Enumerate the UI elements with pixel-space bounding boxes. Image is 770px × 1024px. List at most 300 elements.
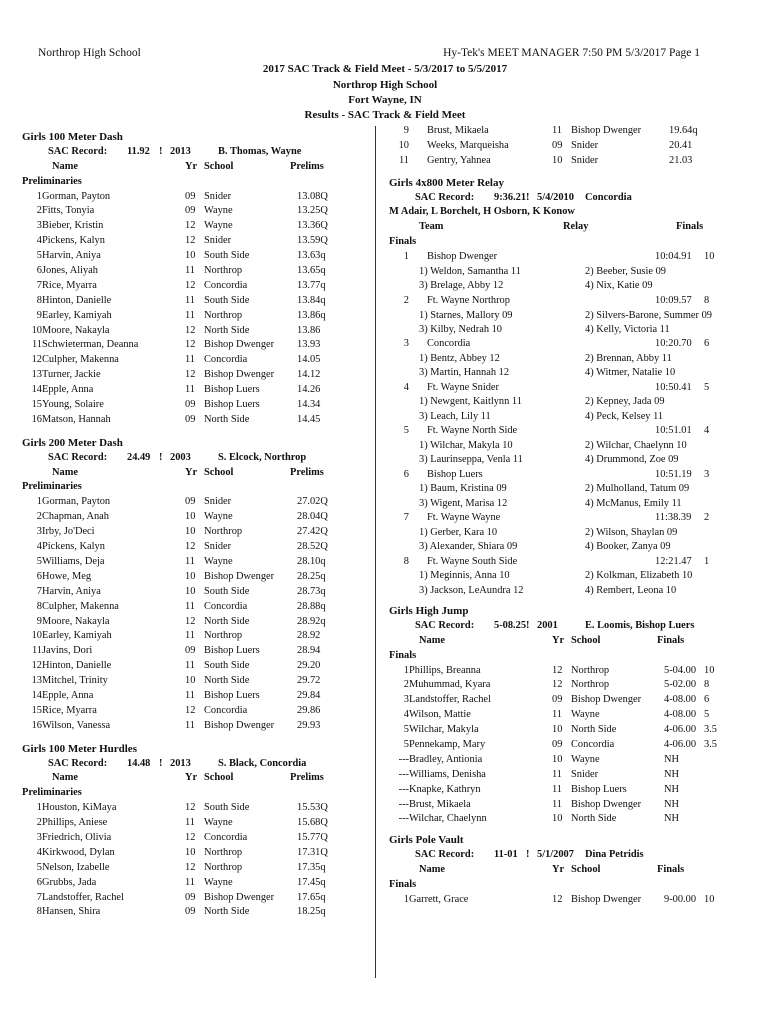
place: 4 <box>403 381 409 393</box>
athlete-name: Houston, KiMaya <box>42 802 117 814</box>
athlete-year: 12 <box>185 235 196 247</box>
mark: 9-00.00 <box>664 893 697 905</box>
result-row <box>22 324 352 339</box>
record-mark: 5-08.25 <box>494 619 527 631</box>
athlete-year: 10 <box>185 570 196 582</box>
record-flag: ! <box>159 451 163 463</box>
relay-leg: 2) Brennan, Abby 11 <box>585 352 672 364</box>
points: 8 <box>704 679 710 691</box>
athlete-name: Culpher, Makenna <box>42 600 119 612</box>
school-name: North Side <box>204 324 250 336</box>
athlete-name: Wilchar, Makyla <box>409 724 479 736</box>
mark: 13.84q <box>297 294 326 306</box>
place: 11 <box>31 339 42 351</box>
result-row <box>22 495 352 510</box>
school-name: Wayne <box>204 220 233 232</box>
result-row <box>22 615 352 630</box>
school-name: Snider <box>571 154 599 166</box>
record-year: 5/4/2010 <box>537 191 574 203</box>
athlete-name: Phillips, Aniese <box>42 817 108 829</box>
place: 13 <box>31 369 42 381</box>
place: 7 <box>403 512 409 524</box>
athlete-name: Harvin, Aniya <box>42 585 101 597</box>
school-name: North Side <box>204 906 250 918</box>
place: 10 <box>31 630 42 642</box>
section-label-text: Preliminaries <box>22 481 82 493</box>
school-name: North Side <box>204 615 250 627</box>
relay-leg: 3) Alexander, Shiara 09 <box>419 541 518 553</box>
result-row <box>22 704 352 719</box>
relay-leg: 3) Laurinseppa, Venla 11 <box>419 454 523 466</box>
school-name: Bishop Dwenger <box>204 369 275 381</box>
team-name: Bishop Luers <box>427 468 483 480</box>
athlete-name: Wilson, Vanessa <box>42 719 111 731</box>
school-name: Concordia <box>204 279 248 291</box>
column-header <box>389 863 729 878</box>
mark: 28.92 <box>297 630 321 642</box>
athlete-name: Bradley, Antionia <box>409 753 483 765</box>
right-column <box>389 124 729 908</box>
athlete-year: 11 <box>552 783 563 795</box>
place: 5 <box>403 739 409 751</box>
mark: 13.65q <box>297 265 326 277</box>
relay-legs-row <box>389 584 729 598</box>
points: 5 <box>704 381 710 393</box>
section-label-text: Finals <box>389 649 417 661</box>
relay-leg: 3) Brelage, Abby 12 <box>419 280 504 292</box>
relay-leg: 4) Peck, Kelsey 11 <box>585 410 664 422</box>
relay-legs-row <box>389 453 729 467</box>
place: 9 <box>403 125 409 136</box>
relay-leg: 1) Weldon, Samantha 11 <box>419 266 521 278</box>
place: 15 <box>31 704 42 716</box>
meet-venue: Northrop High School <box>332 79 438 91</box>
prelims-header: Prelims <box>290 466 324 478</box>
record-mark: 11.92 <box>127 145 150 157</box>
school-name: Wayne <box>204 817 233 829</box>
place: 14 <box>31 689 42 701</box>
sac-record-row <box>389 619 729 634</box>
school-name: Northrop <box>571 679 610 691</box>
place: 7 <box>36 585 42 597</box>
record-year: 2001 <box>537 619 558 631</box>
athlete-year: 12 <box>185 339 196 351</box>
result-row <box>22 190 352 205</box>
school-name: Bishop Dwenger <box>571 798 642 810</box>
event-title-text: Girls 4x800 Meter Relay <box>389 176 504 189</box>
relay-leg: 4) Kelly, Victoria 11 <box>585 323 670 335</box>
relay-time: 12:21.47 <box>655 555 692 567</box>
result-row <box>389 664 729 679</box>
athlete-year: 12 <box>185 802 196 814</box>
place: --- <box>398 783 409 795</box>
mark: 29.86 <box>297 704 321 716</box>
athlete-name: Mitchel, Trinity <box>42 675 108 687</box>
mark: 4-06.00 <box>664 724 697 736</box>
athlete-name: Howe, Meg <box>42 570 92 582</box>
place: 9 <box>36 309 42 321</box>
relay-time: 10:04.91 <box>655 251 692 263</box>
result-row <box>22 816 352 831</box>
athlete-year: 11 <box>552 125 563 136</box>
athlete-name: Earley, Kamiyah <box>42 309 112 321</box>
relay-leg: 4) Witmer, Natalie 10 <box>585 367 676 379</box>
sac-record-row <box>22 757 352 772</box>
athlete-year: 12 <box>552 679 563 691</box>
finals-header: Finals <box>676 221 704 233</box>
relay-leg: 1) Gerber, Kara 10 <box>419 526 498 538</box>
mark: 13.59Q <box>297 235 328 247</box>
place: 4 <box>36 541 42 553</box>
result-row <box>22 309 352 324</box>
left-column <box>22 124 352 920</box>
mark: 29.93 <box>297 719 321 731</box>
record-flag: ! <box>526 619 530 631</box>
school-name: Bishop Dwenger <box>204 570 275 582</box>
athlete-year: 10 <box>185 846 196 858</box>
athlete-year: 11 <box>185 265 196 277</box>
record-flag: ! <box>526 191 530 203</box>
relay-team-row <box>389 555 729 570</box>
team-header: Team <box>419 221 444 233</box>
athlete-year: 12 <box>185 369 196 381</box>
relay-legs-row <box>389 309 729 323</box>
result-row <box>22 861 352 876</box>
record-holder: Dina Petridis <box>585 849 644 861</box>
athlete-name: Epple, Anna <box>42 384 94 396</box>
place: 5 <box>403 425 409 437</box>
place: 8 <box>36 906 42 918</box>
athlete-name: Williams, Denisha <box>409 768 486 780</box>
mark: 21.03 <box>669 154 693 166</box>
athlete-year: 10 <box>185 585 196 597</box>
athlete-year: 09 <box>185 496 196 508</box>
school-name: South Side <box>204 250 250 262</box>
result-row <box>22 264 352 279</box>
athlete-name: Bieber, Kristin <box>42 220 104 232</box>
school-header: School <box>571 634 601 646</box>
school-name: Snider <box>204 190 232 202</box>
name-header: Name <box>52 772 78 784</box>
result-row <box>22 525 352 540</box>
mark: 15.77Q <box>297 831 328 843</box>
finals-header: Finals <box>657 634 685 646</box>
relay-leg: 1) Newgent, Kaitlynn 11 <box>419 396 522 408</box>
column-header <box>389 634 729 649</box>
relay-leg: 1) Wilchar, Makyla 10 <box>419 439 513 451</box>
mark: 19.64q <box>669 125 698 136</box>
athlete-year: 09 <box>552 694 563 706</box>
points: 3.5 <box>704 739 717 751</box>
event-title <box>22 436 352 451</box>
relay-legs-row <box>389 482 729 496</box>
prelims-header: Prelims <box>290 160 324 172</box>
name-header: Name <box>52 466 78 478</box>
relay-team-row <box>389 294 729 309</box>
mark: NH <box>664 753 680 765</box>
place: 1 <box>36 802 42 814</box>
school-header: School <box>571 864 601 876</box>
points: 5 <box>704 709 710 721</box>
points: 6 <box>704 338 710 350</box>
place: 8 <box>36 600 42 612</box>
mark: 4-06.00 <box>664 739 697 751</box>
mark: 13.63q <box>297 250 326 262</box>
mark: 5-04.00 <box>664 664 697 676</box>
place: 5 <box>36 861 42 873</box>
school-name: South Side <box>204 802 250 814</box>
event-title-text: Girls High Jump <box>389 605 469 617</box>
meet-title: 2017 SAC Track & Field Meet - 5/3/2017 to 5/5/2017 <box>262 63 508 75</box>
mark: 29.84 <box>297 689 321 701</box>
athlete-name: Knapke, Kathryn <box>409 783 481 795</box>
place: 4 <box>403 709 409 721</box>
school-name: Snider <box>204 235 232 247</box>
relay-time: 10:20.70 <box>655 338 692 350</box>
athlete-name: Wilson, Mattie <box>409 709 471 721</box>
points: 2 <box>704 512 710 524</box>
result-row <box>22 831 352 846</box>
relay-legs-row <box>389 540 729 554</box>
result-row <box>22 644 352 659</box>
software-timestamp: Hy-Tek's MEET MANAGER 7:50 PM 5/3/2017 Page 1 <box>443 47 700 59</box>
team-name: Concordia <box>427 338 471 350</box>
athlete-name: Brust, Mikaela <box>427 125 489 136</box>
school-name: Snider <box>571 139 599 151</box>
athlete-name: Javins, Dori <box>42 645 93 657</box>
athlete-name: Chapman, Anah <box>42 511 109 523</box>
school-name: South Side <box>204 585 250 597</box>
record-flag: ! <box>159 145 163 157</box>
record-year: 2003 <box>170 451 191 463</box>
athlete-year: 12 <box>185 861 196 873</box>
school-name: Concordia <box>571 739 615 751</box>
place: 1 <box>36 190 42 202</box>
results-title: Results - SAC Track & Field Meet <box>304 109 466 121</box>
mark: 28.88q <box>297 600 326 612</box>
mark: 13.36Q <box>297 220 328 232</box>
athlete-name: Hinton, Danielle <box>42 294 112 306</box>
place: 1 <box>403 664 409 676</box>
mark: 28.92q <box>297 615 326 627</box>
section-label-text: Finals <box>389 236 417 248</box>
place: 5 <box>36 555 42 567</box>
result-row <box>389 812 729 827</box>
event-title-text: Girls 200 Meter Dash <box>22 436 123 449</box>
athlete-name: Landstoffer, Rachel <box>409 694 491 706</box>
result-row <box>389 708 729 723</box>
record-label: SAC Record: <box>415 619 475 631</box>
result-row <box>389 678 729 693</box>
athlete-name: Hansen, Shira <box>42 906 101 918</box>
points: 4 <box>704 425 710 437</box>
relay-team-row <box>389 337 729 352</box>
school-name: Northrop <box>204 309 243 321</box>
relay-legs-row <box>389 569 729 583</box>
relay-legs-row <box>389 395 729 409</box>
relay-leg: 1) Meginnis, Anna 10 <box>419 570 510 582</box>
mark: NH <box>664 783 680 795</box>
place: 1 <box>36 496 42 508</box>
school-name: Wayne <box>571 709 600 721</box>
athlete-year: 09 <box>185 205 196 217</box>
place: 6 <box>403 468 409 480</box>
team-name: Ft. Wayne South Side <box>427 555 518 567</box>
place: 9 <box>36 615 42 627</box>
record-holder: Concordia <box>585 191 632 203</box>
school-name: Northrop <box>204 526 243 538</box>
record-mark: 14.48 <box>127 757 151 769</box>
column-header <box>22 160 352 175</box>
athlete-name: Gentry, Yahnea <box>427 154 491 166</box>
relay-time: 10:51.01 <box>655 425 692 437</box>
result-row <box>389 124 729 139</box>
mark: NH <box>664 768 680 780</box>
section-label-text: Finals <box>389 879 417 891</box>
athlete-year: 11 <box>185 817 196 829</box>
team-name: Ft. Wayne Northrop <box>427 294 510 306</box>
result-row <box>389 738 729 753</box>
athlete-year: 11 <box>185 294 196 306</box>
mark: 29.20 <box>297 660 321 672</box>
points: 3.5 <box>704 724 717 736</box>
school-header: School <box>204 772 234 784</box>
school-name: Wayne <box>204 876 233 888</box>
result-row <box>389 768 729 783</box>
athlete-year: 12 <box>185 831 196 843</box>
athlete-year: 10 <box>185 250 196 262</box>
mark: NH <box>664 798 680 810</box>
place: 12 <box>31 660 42 672</box>
athlete-name: Nelson, Izabelle <box>42 861 110 873</box>
column-header <box>22 466 352 481</box>
relay-leg: 4) Booker, Zanya 09 <box>585 541 671 553</box>
athlete-year: 12 <box>552 664 563 676</box>
result-row <box>389 723 729 738</box>
athlete-year: 10 <box>552 154 563 166</box>
points: 6 <box>704 694 710 706</box>
athlete-name: Jones, Aliyah <box>42 265 98 277</box>
mark: 28.73q <box>297 585 326 597</box>
relay-leg: 3) Wigent, Marisa 12 <box>419 497 508 509</box>
result-row <box>389 154 729 169</box>
athlete-name: Williams, Deja <box>42 555 105 567</box>
athlete-year: 10 <box>185 511 196 523</box>
result-row <box>22 383 352 398</box>
relay-leg: 1) Starnes, Mallory 09 <box>419 309 513 321</box>
relay-legs-row <box>389 366 729 380</box>
mark: 13.08Q <box>297 190 328 202</box>
sac-record-row <box>389 848 729 863</box>
mark: 15.53Q <box>297 802 328 814</box>
result-row <box>22 891 352 906</box>
athlete-year: 10 <box>552 753 563 765</box>
finals-header: Finals <box>657 864 685 876</box>
record-year: 2013 <box>170 757 191 769</box>
prelims-header: Prelims <box>290 772 324 784</box>
record-holder: E. Loomis, Bishop Luers <box>585 619 695 631</box>
yr-header: Yr <box>185 772 198 784</box>
school-name: Bishop Dwenger <box>571 893 642 905</box>
result-row <box>22 629 352 644</box>
mark: 15.68Q <box>297 817 328 829</box>
place: 16 <box>31 719 42 731</box>
column-header <box>389 220 729 235</box>
athlete-name: Phillips, Breanna <box>409 664 481 676</box>
place: 2 <box>36 817 42 829</box>
place: 16 <box>31 413 42 425</box>
relay-leg: 3) Kilby, Nedrah 10 <box>419 323 503 335</box>
athlete-name: Fitts, Tonyia <box>42 205 95 217</box>
athlete-name: Muhummad, Kyara <box>409 679 491 691</box>
mark: 13.77q <box>297 279 326 291</box>
school-name: Northrop <box>204 861 243 873</box>
result-row <box>389 798 729 813</box>
school-name: Bishop Dwenger <box>204 339 275 351</box>
record-year: 5/1/2007 <box>537 849 574 861</box>
result-row <box>22 368 352 383</box>
relay-time: 11:38.39 <box>655 512 692 524</box>
mark: 5-02.00 <box>664 679 697 691</box>
place: 3 <box>36 220 42 232</box>
event-title <box>389 604 729 619</box>
relay-legs-row <box>389 526 729 540</box>
mark: NH <box>664 813 680 825</box>
school-header: School <box>204 466 234 478</box>
athlete-name: Gorman, Payton <box>42 190 111 202</box>
mark: 4-08.00 <box>664 709 697 721</box>
column-divider <box>375 126 376 978</box>
athlete-year: 10 <box>552 813 563 825</box>
place: 5 <box>36 250 42 262</box>
place: 6 <box>36 570 42 582</box>
mark: 29.72 <box>297 675 321 687</box>
school-name: Snider <box>571 768 599 780</box>
athlete-name: Irby, Jo'Deci <box>42 526 95 538</box>
relay-team-row <box>389 424 729 439</box>
event-title <box>389 833 729 848</box>
mark: 17.65q <box>297 891 326 903</box>
athlete-name: Earley, Kamiyah <box>42 630 112 642</box>
mark: 13.93 <box>297 339 321 351</box>
school-name: Concordia <box>204 831 248 843</box>
place: 2 <box>36 511 42 523</box>
record-relay-names <box>389 205 729 220</box>
athlete-name: Culpher, Makenna <box>42 354 119 366</box>
relay-leg: 2) Kolkman, Elizabeth 10 <box>585 570 693 582</box>
athlete-year: 11 <box>185 630 196 642</box>
athlete-name: Landstoffer, Rachel <box>42 891 124 903</box>
points: 10 <box>704 893 715 905</box>
result-row <box>22 905 352 920</box>
athlete-year: 12 <box>552 893 563 905</box>
place: 1 <box>403 893 409 905</box>
place: 2 <box>403 294 409 306</box>
section-label <box>389 649 729 664</box>
mark: 28.94 <box>297 645 321 657</box>
event-title-text: Girls 100 Meter Dash <box>22 131 123 143</box>
school-name: Bishop Dwenger <box>571 694 642 706</box>
record-flag: ! <box>526 849 530 861</box>
yr-header: Yr <box>185 466 198 478</box>
result-row <box>22 219 352 234</box>
event-title-text: Girls 100 Meter Hurdles <box>22 742 137 755</box>
mark: 14.12 <box>297 369 321 381</box>
place: 6 <box>36 876 42 888</box>
school-name: Bishop Dwenger <box>571 125 642 136</box>
mark: 27.42Q <box>297 526 328 538</box>
relay-leg: 2) Mulholland, Tatum 09 <box>585 483 690 495</box>
